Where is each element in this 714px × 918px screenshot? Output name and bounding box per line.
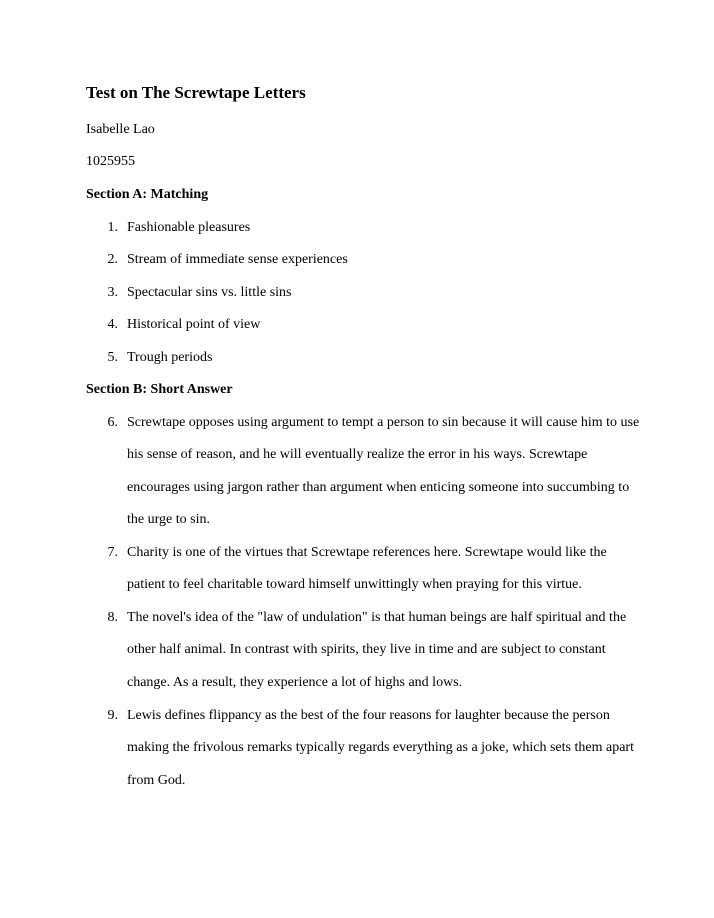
list-item-number: 4. bbox=[107, 317, 118, 332]
list-item-text: Fashionable pleasures bbox=[127, 219, 251, 235]
list-item-number: 6. bbox=[107, 415, 118, 430]
list-item-number: 9. bbox=[107, 708, 118, 723]
section-a-heading: Section A: Matching bbox=[86, 187, 209, 202]
list-item-number: 1. bbox=[107, 220, 118, 235]
list-item-number: 5. bbox=[107, 350, 118, 365]
document-title: Test on The Screwtape Letters bbox=[86, 83, 306, 102]
list-item-text: The novel's idea of the "law of undulation" is that human beings are half spiritual and the other half animal. In contrast with spirits, they live in time and are subject to constant change. As a result, they experience a lot of highs and lows. bbox=[127, 609, 627, 690]
section-b-heading: Section B: Short Answer bbox=[86, 382, 233, 397]
list-item-text: Trough periods bbox=[127, 349, 213, 365]
list-item-text: Charity is one of the virtues that Screwtape references here. Screwtape would like the patient to feel charitable toward himself unwittingly when praying for this virtue. bbox=[127, 544, 607, 593]
list-item-text: Screwtape opposes using argument to tempt a person to sin because it will cause him to use his sense of reason, and he will eventually realize the error in his ways. Screwtape encourages using jargon rather than argument when enticing someone into succumbing to the urge to sin. bbox=[127, 414, 640, 528]
list-item-number: 8. bbox=[107, 610, 118, 625]
list-item-text: Lewis defines flippancy as the best of the four reasons for laughter because the person making the frivolous remarks typically regards everything as a joke, which sets them apart from God. bbox=[127, 707, 634, 788]
id-number: 1025955 bbox=[86, 154, 135, 169]
author-name: Isabelle Lao bbox=[86, 122, 155, 137]
list-item-text: Historical point of view bbox=[127, 316, 261, 332]
list-item-number: 7. bbox=[107, 545, 118, 560]
list-item-text: Spectacular sins vs. little sins bbox=[127, 284, 292, 300]
list-item-number: 3. bbox=[107, 285, 118, 300]
list-item-number: 2. bbox=[107, 252, 118, 267]
list-item-text: Stream of immediate sense experiences bbox=[127, 251, 348, 267]
